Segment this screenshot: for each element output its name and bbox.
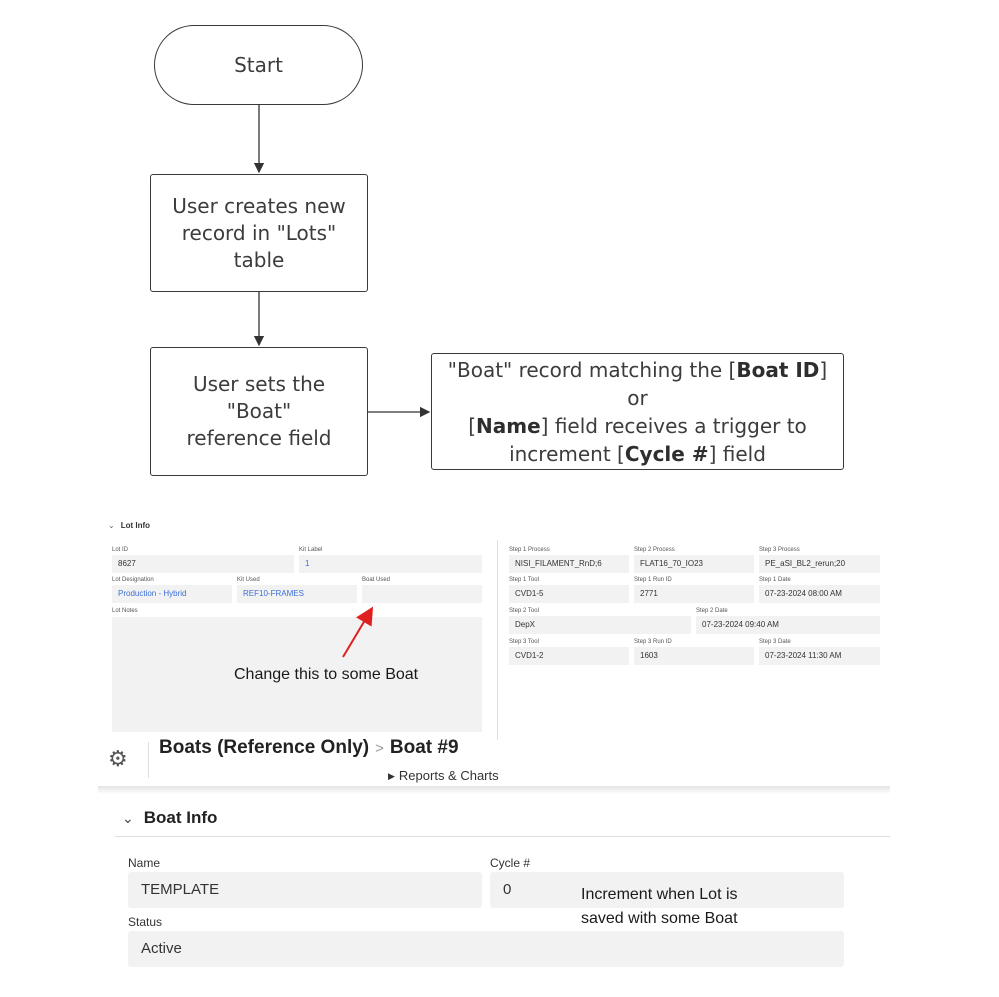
step1-run-field[interactable]: 2771 <box>634 585 754 603</box>
boat-info-header[interactable] <box>122 808 217 828</box>
breadcrumb-separator: > <box>375 740 384 757</box>
step3-run-label: Step 3 Run ID <box>634 639 672 645</box>
boat-used-label: Boat Used <box>362 577 391 583</box>
reports-charts-link[interactable] <box>388 768 499 783</box>
cycle-label: Cycle # <box>490 856 531 870</box>
breadcrumb <box>159 737 459 759</box>
flow-create-line-1: User creates new <box>172 193 346 218</box>
kit-label-label: Kit Label <box>299 547 323 553</box>
breadcrumb-divider <box>148 742 149 778</box>
name-field[interactable]: TEMPLATE <box>128 872 482 908</box>
lot-designation-label: Lot Designation <box>112 577 154 583</box>
step3-run-field[interactable]: 1603 <box>634 647 754 665</box>
chevron-down-icon: ⌄ <box>122 810 134 826</box>
boat-info-title: Boat Info <box>143 808 218 827</box>
lot-info-title: Lot Info <box>120 521 151 530</box>
lot-info-header[interactable] <box>108 521 150 530</box>
kit-used-label: Kit Used <box>237 577 260 583</box>
lot-info-panel <box>104 518 890 740</box>
flow-set-boat-node <box>150 347 368 476</box>
step1-process-field[interactable]: NISI_FILAMENT_RnD;6 <box>509 555 629 573</box>
header-shadow <box>98 786 890 794</box>
flow-create-record-node <box>150 174 368 292</box>
status-label: Status <box>128 915 163 929</box>
cycle-field[interactable]: 0 <box>490 872 844 908</box>
breadcrumb-parent[interactable]: Boats (Reference Only) <box>159 737 370 758</box>
flow-trigger-line-1: "Boat" record matching the [Boat ID] or <box>447 357 828 410</box>
flow-set-line-1: User sets the "Boat" <box>192 372 326 423</box>
flow-trigger-node <box>431 353 844 470</box>
step3-tool-label: Step 3 Tool <box>509 639 539 645</box>
step3-process-field[interactable]: PE_aSI_BL2_rerun;20 <box>759 555 880 573</box>
step2-tool-label: Step 2 Tool <box>509 608 539 614</box>
step3-process-label: Step 3 Process <box>759 547 800 553</box>
step3-date-field[interactable]: 07-23-2024 11:30 AM <box>759 647 880 665</box>
step2-tool-field[interactable]: DepX <box>509 616 691 634</box>
flow-trigger-line-3: increment [Cycle #] field <box>509 441 766 466</box>
step1-run-label: Step 1 Run ID <box>634 577 672 583</box>
lot-id-label: Lot ID <box>112 547 129 553</box>
lot-notes-label: Lot Notes <box>112 608 138 614</box>
flow-start-node <box>154 25 363 105</box>
step3-date-label: Step 3 Date <box>759 639 791 645</box>
triangle-right-icon: ▶ <box>388 771 395 781</box>
step2-process-label: Step 2 Process <box>634 547 675 553</box>
column-divider <box>497 540 498 740</box>
step2-date-field[interactable]: 07-23-2024 09:40 AM <box>696 616 880 634</box>
step1-process-label: Step 1 Process <box>509 547 550 553</box>
step1-date-field[interactable]: 07-23-2024 08:00 AM <box>759 585 880 603</box>
chevron-down-icon: ⌄ <box>108 521 115 530</box>
step3-tool-field[interactable]: CVD1-2 <box>509 647 629 665</box>
status-field[interactable]: Active <box>128 931 844 967</box>
annotation-increment-line-2: saved with some Boat <box>581 910 738 927</box>
gear-icon[interactable]: ⚙ <box>108 746 128 771</box>
step1-tool-label: Step 1 Tool <box>509 577 539 583</box>
flow-trigger-line-2: [Name] field receives a trigger to <box>468 413 807 438</box>
lot-designation-field[interactable]: Production - Hybrid <box>112 585 232 603</box>
step2-process-field[interactable]: FLAT16_70_IO23 <box>634 555 754 573</box>
boat-used-field[interactable] <box>362 585 482 603</box>
kit-label-field[interactable]: 1 <box>299 555 482 573</box>
lot-id-field[interactable]: 8627 <box>112 555 294 573</box>
step2-date-label: Step 2 Date <box>696 608 728 614</box>
step1-tool-field[interactable]: CVD1-5 <box>509 585 629 603</box>
flow-set-line-2: reference field <box>186 426 332 450</box>
flow-create-line-2: record in "Lots" table <box>181 220 337 272</box>
section-divider <box>115 836 890 837</box>
annotation-increment-line-1: Increment when Lot is <box>581 886 738 903</box>
reports-charts-label: Reports & Charts <box>398 768 499 783</box>
name-label: Name <box>128 856 161 870</box>
kit-used-field[interactable]: REF10-FRAMES <box>237 585 357 603</box>
breadcrumb-current: Boat #9 <box>389 737 459 758</box>
flow-start-text: Start <box>234 52 283 77</box>
step1-date-label: Step 1 Date <box>759 577 791 583</box>
annotation-change-boat: Change this to some Boat <box>234 666 419 683</box>
